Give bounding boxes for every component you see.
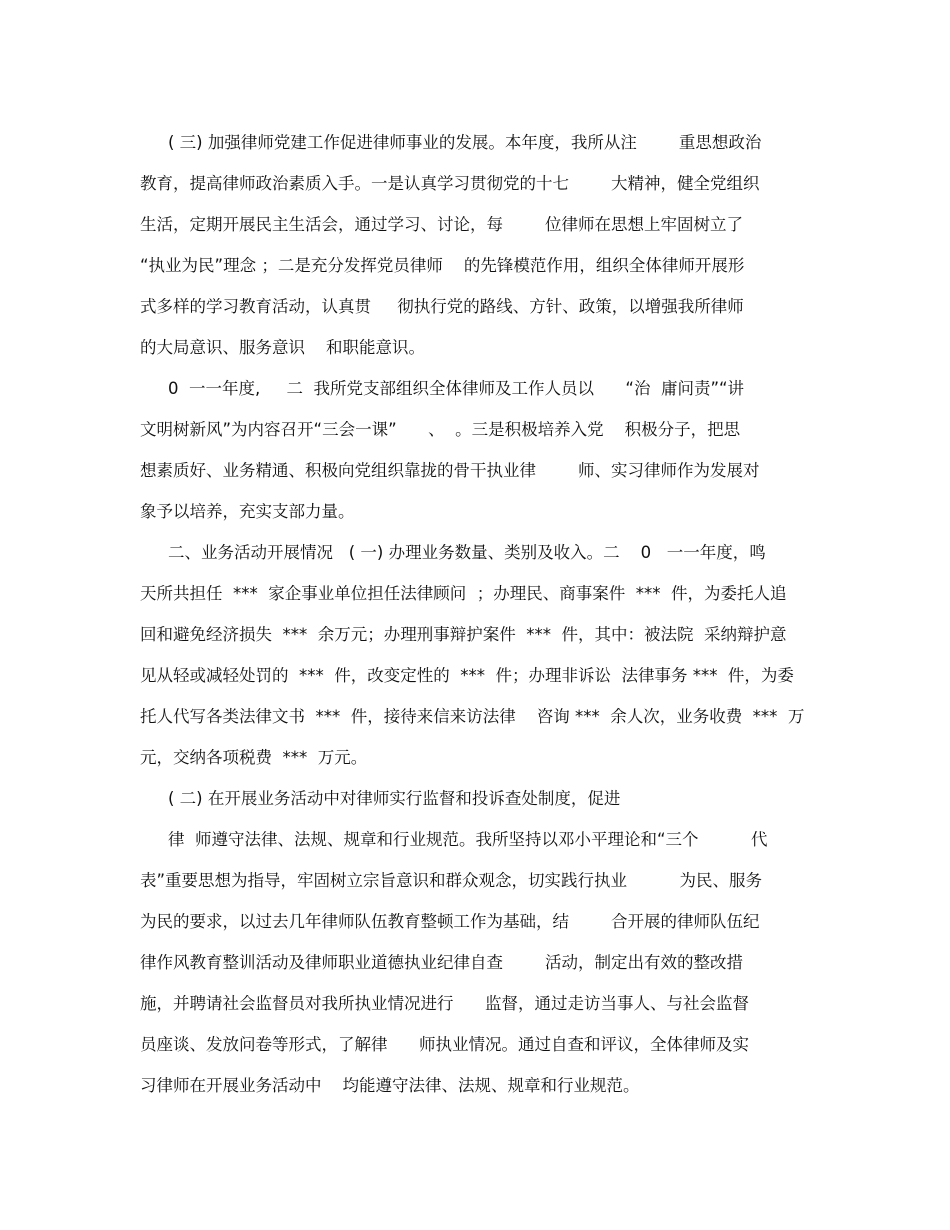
text-line: 的大局意识、服务意识 和职能意识。 bbox=[140, 338, 425, 357]
text-line: 生活，定期开展民主生活会，通过学习、讨论，每 位律师在思想上牢固树立了 bbox=[140, 215, 743, 234]
text-line: 象予以培养，充实支部力量。 bbox=[140, 502, 355, 521]
text-line: ( 二) 在开展业务活动中对律师实行监督和投诉查处制度，促进 bbox=[168, 789, 621, 808]
text-line: 文明树新风”为内容召开“三会一课” 、 。三是积极培养入党 积极分子，把思 bbox=[140, 420, 741, 439]
text-line: 天所共担任 *** 家企事业单位担任法律顾问 ；办理民、商事案件 *** 件，为委托人追 bbox=[140, 584, 787, 603]
text-line: 表”重要思想为指导，牢固树立宗旨意识和群众观念，切实践行执业 为民、服务 bbox=[140, 871, 762, 890]
text-line: 习律师在开展业务活动中 均能遵守法律、法规、规章和行业规范。 bbox=[140, 1076, 640, 1095]
text-line: 回和避免经济损失 *** 余万元；办理刑事辩护案件 *** 件，其中：被法院 采纳辩护意 bbox=[140, 625, 787, 644]
text-line: 律作风教育整训活动及律师职业道德执业纪律自查 活动，制定出有效的整改措 bbox=[140, 953, 743, 972]
text-line: 见从轻或减轻处罚的 *** 件，改变定性的 *** 件；办理非诉讼 法律事务 *** 件，为委 bbox=[140, 666, 794, 685]
document-body bbox=[140, 126, 820, 1110]
text-line: 教育，提高律师政治素质入手。一是认真学习贯彻党的十七 大精神，健全党组织 bbox=[140, 174, 760, 193]
text-line: 式多样的学习教育活动，认真贯 彻执行党的路线、方针、政策，以增强我所律师 bbox=[140, 297, 744, 316]
text-line: 施，并聘请社会监督员对我所执业情况进行 监督，通过走访当事人、与社会监督 bbox=[140, 994, 749, 1013]
text-line: 想素质好、业务精通、积极向党组织靠拢的骨干执业律 师、实习律师作为发展对 bbox=[140, 461, 760, 480]
text-line: 为民的要求，以过去几年律师队伍教育整顿工作为基础，结 合开展的律师队伍纪 bbox=[140, 912, 760, 931]
text-line: 元，交纳各项税费 *** 万元。 bbox=[140, 748, 368, 767]
text-line: 二、业务活动开展情况 ( 一) 办理业务数量、类别及收入。二 0 一一年度，鸣 bbox=[168, 543, 766, 562]
text-line: “执业为民”理念 ；二是充分发挥党员律师 的先锋模范作用，组织全体律师开展形 bbox=[140, 256, 745, 275]
text-line: 托人代写各类法律文书 *** 件，接待来信来访法律 咨询 *** 余人次，业务收费 *** 万 bbox=[140, 707, 805, 726]
text-line: 员座谈、发放问卷等形式，了解律 师执业情况。通过自查和评议，全体律师及实 bbox=[140, 1035, 749, 1054]
text-line: 律 师遵守法律、法规、规章和行业规范。我所坚持以邓小平理论和“三个 代 bbox=[168, 830, 768, 849]
text-line: 0 一一年度, 二 我所党支部组织全体律师及工作人员以 “治 庸问责”“讲 bbox=[168, 379, 745, 398]
text-line: ( 三) 加强律师党建工作促进律师事业的发展。本年度，我所从注 重思想政治 bbox=[168, 133, 762, 152]
